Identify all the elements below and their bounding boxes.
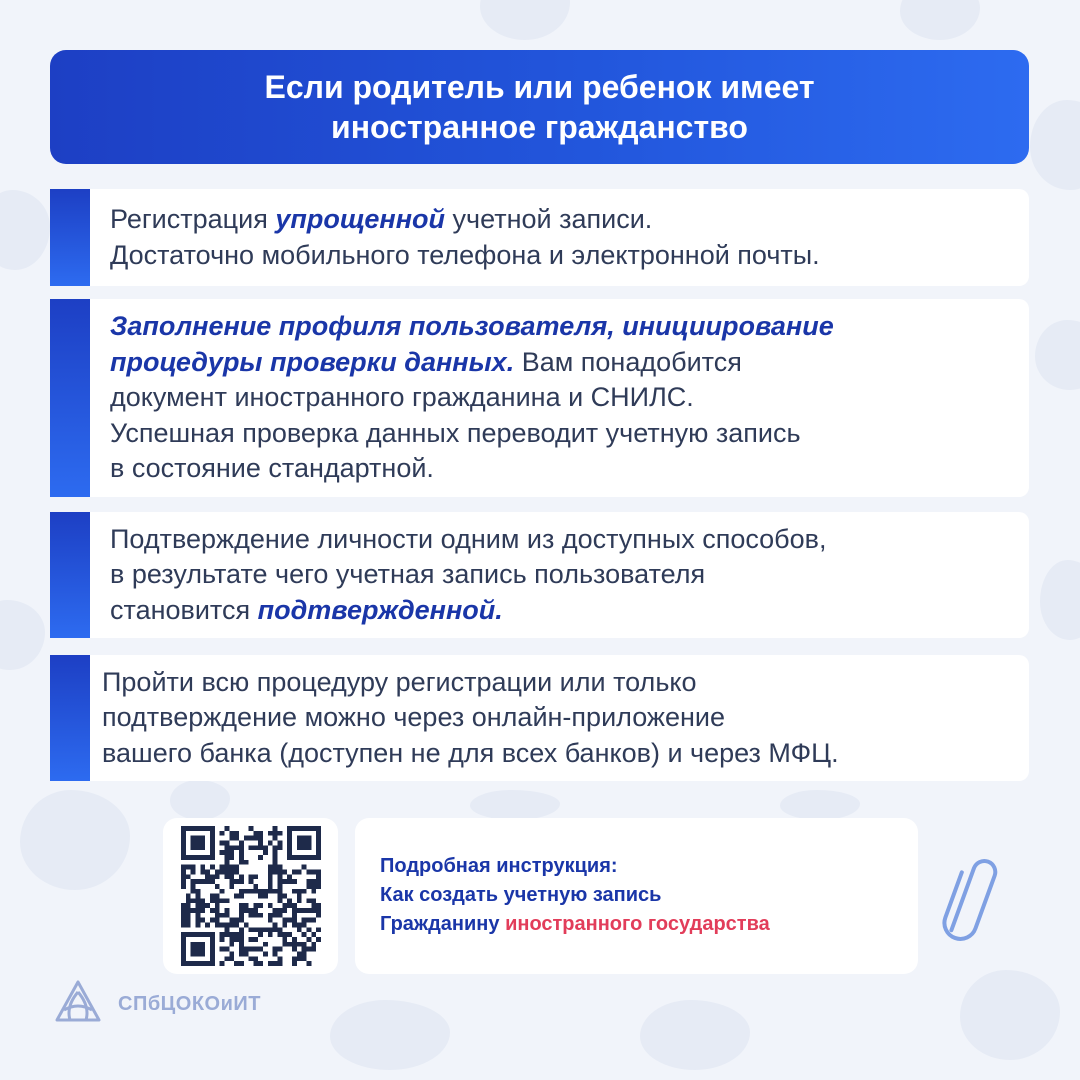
text-segment: Вам понадобится bbox=[514, 346, 742, 377]
step-line bbox=[110, 593, 1019, 629]
instruction-line bbox=[380, 910, 770, 939]
step-accent-bar bbox=[50, 512, 90, 638]
background-blob bbox=[960, 970, 1060, 1060]
step-card-confirmation bbox=[50, 512, 1029, 638]
step-line: Пройти всю процедуру регистрации или только bbox=[102, 666, 697, 697]
step-text bbox=[110, 512, 1019, 638]
step-line: документ иностранного гражданина и СНИЛС. bbox=[110, 382, 694, 413]
step-line: вашего банка (доступен не для всех банков) и через МФЦ. bbox=[102, 737, 839, 768]
organization-logo bbox=[50, 976, 261, 1032]
background-blob bbox=[1030, 100, 1080, 190]
step-accent-bar bbox=[50, 189, 90, 286]
text-segment: Гражданину bbox=[380, 913, 506, 935]
organization-name: СПбЦОКОиИТ bbox=[118, 992, 261, 1015]
background-blob bbox=[470, 790, 560, 820]
step-line bbox=[110, 202, 1019, 238]
text-segment: учетной записи. bbox=[445, 204, 653, 234]
step-accent-bar bbox=[50, 299, 90, 497]
qr-code-icon[interactable] bbox=[181, 826, 321, 966]
step-line: подтверждение можно через онлайн-приложение bbox=[102, 702, 726, 733]
step-accent-bar bbox=[50, 655, 90, 781]
step-text bbox=[110, 299, 1019, 497]
background-blob bbox=[780, 790, 860, 820]
emphasis-text: подтвержденной. bbox=[257, 594, 503, 625]
triangle-knot-logo-icon bbox=[50, 976, 106, 1032]
background-blob bbox=[1035, 320, 1080, 390]
emphasis-text: упрощенной bbox=[275, 204, 446, 234]
background-blob bbox=[480, 0, 570, 40]
step-line bbox=[110, 345, 1019, 381]
title-line: Если родитель или ребенок имеет bbox=[264, 69, 815, 105]
instruction-text bbox=[380, 852, 770, 939]
step-line: в результате чего учетная запись пользователя bbox=[110, 559, 706, 590]
instruction-line: Как создать учетную запись bbox=[380, 884, 662, 906]
step-card-registration bbox=[50, 189, 1029, 286]
background-blob bbox=[0, 190, 50, 270]
background-blob bbox=[1040, 560, 1080, 640]
background-blob bbox=[0, 600, 45, 670]
background-blob bbox=[330, 1000, 450, 1070]
background-blob bbox=[900, 0, 980, 40]
step-card-bank bbox=[50, 655, 1029, 781]
step-line: Подтверждение личности одним из доступных способов, bbox=[110, 523, 827, 554]
qr-code-card[interactable] bbox=[163, 818, 338, 974]
step-line: Заполнение профиля пользователя, инициирование bbox=[110, 311, 834, 342]
emphasis-text: процедуры проверки данных. bbox=[110, 346, 515, 377]
background-blob bbox=[170, 780, 230, 820]
paperclip-icon bbox=[938, 848, 1008, 958]
step-card-profile bbox=[50, 299, 1029, 497]
step-line: Успешная проверка данных переводит учетную запись bbox=[110, 417, 801, 448]
background-blob bbox=[640, 1000, 750, 1070]
accent-text: иностранного государства bbox=[505, 913, 770, 935]
instruction-line: Подробная инструкция: bbox=[380, 855, 618, 877]
step-line: в состояние стандартной. bbox=[110, 453, 434, 484]
step-line: Достаточно мобильного телефона и электронной почты. bbox=[110, 239, 820, 270]
page-title bbox=[50, 50, 1029, 164]
instruction-card[interactable] bbox=[355, 818, 918, 974]
step-text bbox=[110, 189, 1019, 286]
title-line: иностранное гражданство bbox=[331, 109, 748, 145]
background-blob bbox=[20, 790, 130, 890]
text-segment: Регистрация bbox=[110, 204, 276, 234]
step-text bbox=[102, 655, 1019, 781]
text-segment: становится bbox=[110, 594, 258, 625]
